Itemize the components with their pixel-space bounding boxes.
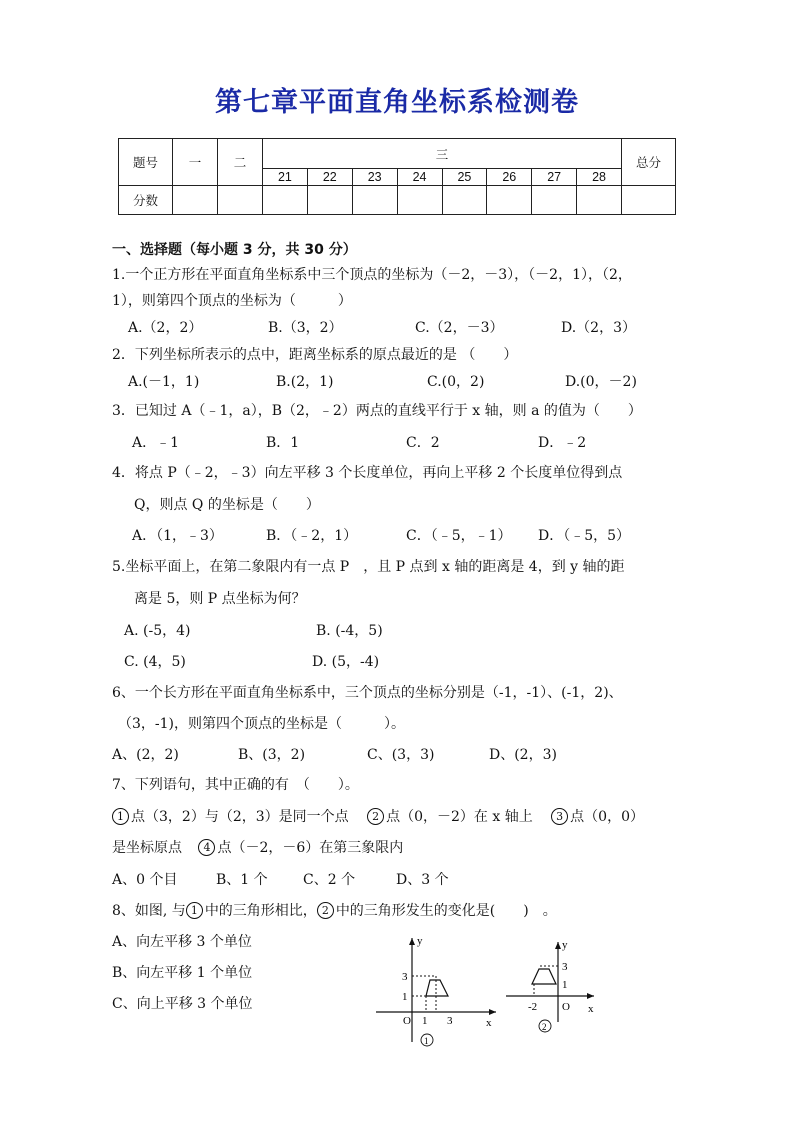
- q4-option-c: C．（﹣5，﹣1）: [406, 528, 512, 544]
- subcol-23: 23: [352, 169, 397, 186]
- subcol-24: 24: [397, 169, 442, 186]
- fig1-y-label: y: [417, 935, 423, 947]
- subcol-21: 21: [263, 169, 308, 186]
- q2-option-a: A.(－1，1): [128, 374, 200, 390]
- subcol-27: 27: [532, 169, 577, 186]
- q6-option-c: C、(3，3): [367, 747, 435, 763]
- fig2-y-label: y: [562, 939, 568, 951]
- circled-number-fig1: 1: [186, 902, 203, 919]
- header-col-1: 一: [173, 139, 218, 186]
- q2-option-b: B.(2，1): [276, 374, 334, 390]
- score-label: 分数: [119, 186, 173, 215]
- question-1-line-1: 1.一个正方形在平面直角坐标系中三个顶点的坐标为（－2，－3），（－2，1），（2，: [112, 267, 632, 283]
- question-7-line-3: [112, 837, 403, 857]
- q1-option-d: D.（2，3）: [561, 320, 636, 336]
- subcol-26: 26: [487, 169, 532, 186]
- question-7-line-1: 7、下列语句，其中正确的有 （ ）。: [112, 777, 359, 793]
- circled-number-1: 1: [112, 808, 129, 825]
- header-col-3: 三: [263, 139, 622, 169]
- triangle-shape: [426, 980, 448, 996]
- question-3-line-1: 3．已知过 A（﹣1，a），B（2，﹣2）两点的直线平行于 x 轴，则 a 的值为（ ）: [112, 403, 642, 419]
- section-heading: 一、选择题（每小题 3 分，共 30 分）: [112, 242, 357, 258]
- statement-3: 点（0，0）: [570, 809, 644, 825]
- q5-option-d: D. (5，-4): [312, 654, 380, 670]
- q8-option-a: A、向左平移 3 个单位: [112, 934, 252, 950]
- fig2-x-tick-neg2: -2: [528, 1001, 538, 1013]
- score-cell[interactable]: [218, 186, 263, 215]
- header-total: 总分: [622, 139, 676, 186]
- figure-2-coordinate-plane: [504, 936, 604, 1036]
- score-cell[interactable]: [442, 186, 487, 215]
- q4-option-a: A．（1，﹣3）: [132, 528, 223, 544]
- q1-option-b: B.（3，2）: [268, 320, 343, 336]
- score-cell[interactable]: [487, 186, 532, 215]
- circled-number-fig2: 2: [317, 902, 334, 919]
- q5-option-c: C. (4，5): [124, 654, 186, 670]
- question-4-line-2: Q，则点 Q 的坐标是（ ）: [134, 497, 320, 513]
- score-cell[interactable]: [307, 186, 352, 215]
- question-7-line-2: [112, 806, 644, 826]
- figure-2-caption: 2: [542, 1022, 547, 1032]
- score-cell[interactable]: [622, 186, 676, 215]
- figure-1-caption: 1: [424, 1036, 429, 1046]
- fig2-y-tick-1: 1: [562, 979, 568, 991]
- circled-number-2: 2: [367, 808, 384, 825]
- subcol-22: 22: [307, 169, 352, 186]
- q1-option-c: C.（2，－3）: [415, 320, 504, 336]
- statement-4: 点（－2，－6）在第三象限内: [217, 840, 404, 856]
- question-1-line-2: 1），则第四个顶点的坐标为（ ）: [112, 293, 352, 309]
- score-cell[interactable]: [577, 186, 622, 215]
- q2-option-c: C.(0，2): [427, 374, 485, 390]
- figure-1-coordinate-plane: [368, 932, 508, 1047]
- circled-number-4: 4: [198, 839, 215, 856]
- question-4-line-1: 4．将点 P（﹣2，﹣3）向左平移 3 个长度单位，再向上平移 2 个长度单位得到点: [112, 465, 623, 481]
- q3-option-c: C．2: [406, 435, 440, 451]
- score-cell[interactable]: [352, 186, 397, 215]
- question-5-line-2: 离是 5，则 P 点坐标为何？: [134, 591, 306, 607]
- q7-option-a: A、0 个目: [112, 872, 178, 888]
- q7-option-d: D、3 个: [396, 872, 449, 888]
- q8-text-c: 中的三角形发生的变化是( ) 。: [335, 903, 557, 919]
- fig2-x-label: x: [588, 1003, 594, 1015]
- triangle-shape: [532, 969, 556, 984]
- q8-text-a: 8、如图, 与: [112, 903, 186, 919]
- q5-option-b: B. (-4，5): [316, 623, 383, 639]
- score-cell[interactable]: [532, 186, 577, 215]
- fig2-y-tick-3: 3: [562, 961, 568, 973]
- q8-option-b: B、向左平移 1 个单位: [112, 965, 253, 981]
- header-col-2: 二: [218, 139, 263, 186]
- statement-2: 点（0，－2）在 x 轴上: [386, 809, 533, 825]
- q6-option-b: B、(3，2): [238, 747, 306, 763]
- subcol-25: 25: [442, 169, 487, 186]
- fig2-origin-label: O: [562, 1001, 570, 1013]
- header-tihao: 题号: [119, 139, 173, 186]
- q7-option-b: B、1 个: [216, 872, 268, 888]
- q3-option-b: B．1: [266, 435, 300, 451]
- question-2-line-1: 2．下列坐标所表示的点中，距离坐标系的原点最近的是 （ ）: [112, 347, 518, 363]
- q8-option-c: C、向上平移 3 个单位: [112, 996, 253, 1012]
- page-title: 第七章平面直角坐标系检测卷: [215, 87, 579, 118]
- q3-option-d: D．﹣2: [538, 435, 587, 451]
- fig1-x-label: x: [486, 1017, 492, 1029]
- statement-1: 点（3，2）与（2，3）是同一个点: [131, 809, 349, 825]
- q4-option-b: B．（﹣2，1）: [266, 528, 358, 544]
- q2-option-d: D.(0，－2): [565, 374, 637, 390]
- q4-option-d: D．（﹣5，5）: [538, 528, 631, 544]
- q6-option-d: D、(2，3): [489, 747, 557, 763]
- circled-number-3: 3: [551, 808, 568, 825]
- question-5-line-1: 5.坐标平面上，在第二象限内有一点 P ，且 P 点到 x 轴的距离是 4，到 y 轴的距: [112, 559, 625, 575]
- score-cell[interactable]: [263, 186, 308, 215]
- score-table: [118, 138, 676, 215]
- fig1-origin-label: O: [403, 1015, 411, 1027]
- q8-text-b: 中的三角形相比，: [204, 903, 317, 919]
- score-cell[interactable]: [173, 186, 218, 215]
- score-cell[interactable]: [397, 186, 442, 215]
- fig1-y-tick-1: 1: [402, 991, 408, 1003]
- fig1-x-tick-1: 1: [422, 1015, 428, 1027]
- q5-option-a: A. (-5，4): [124, 623, 191, 639]
- question-8-line-1: [112, 900, 557, 920]
- question-6-line-2: （3，-1)，则第四个顶点的坐标是（ ）。: [118, 716, 406, 732]
- q1-option-a: A.（2，2）: [128, 320, 203, 336]
- fig1-x-tick-3: 3: [447, 1015, 453, 1027]
- q7-option-c: C、2 个: [303, 872, 356, 888]
- question-6-line-1: 6、一个长方形在平面直角坐标系中，三个顶点的坐标分别是（-1，-1）、(-1，2)、: [112, 685, 623, 701]
- q3-option-a: A．﹣1: [132, 435, 180, 451]
- fig1-y-tick-3: 3: [402, 971, 408, 983]
- statement-3-cont: 是坐标原点: [112, 840, 182, 856]
- q6-option-a: A、(2，2): [112, 747, 179, 763]
- subcol-28: 28: [577, 169, 622, 186]
